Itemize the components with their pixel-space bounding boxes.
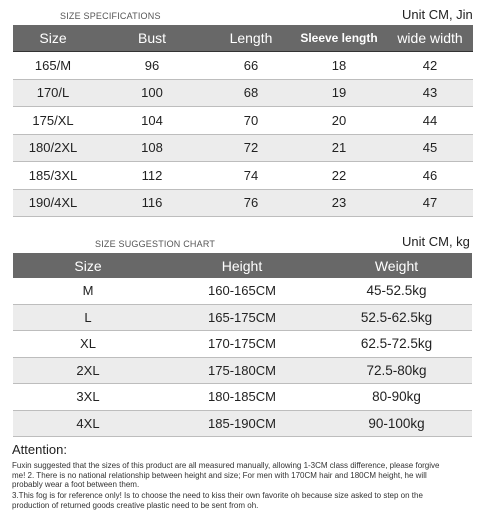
suggestion-caption: SIZE SUGGESTION CHART: [95, 239, 216, 249]
spec-cell: 96: [93, 52, 211, 80]
table-row: [13, 384, 472, 411]
spec-cell: 72: [211, 134, 291, 162]
table-row: [13, 107, 473, 135]
spec-cell: 74: [211, 162, 291, 190]
spec-cell: 22: [291, 162, 387, 190]
suggestion-cell: L: [13, 304, 163, 331]
spec-cell: 180/2XL: [13, 134, 93, 162]
attention-note-2: 3.This fog is for reference only! Is to choose the need to kiss their own favorite oh because size asked to step on the production of returned goods creative plastic need to be sent from oh.: [12, 491, 423, 510]
spec-cell: 44: [387, 107, 473, 135]
suggestion-cell: 62.5-72.5kg: [321, 331, 472, 358]
suggestion-cell: 80-90kg: [321, 384, 472, 411]
spec-cell: 18: [291, 52, 387, 80]
suggestion-cell: 185-190CM: [163, 410, 321, 437]
suggestion-cell: 72.5-80kg: [321, 357, 472, 384]
suggestion-cell: 160-165CM: [163, 278, 321, 304]
spec-header-width: wide width: [387, 25, 473, 52]
suggestion-header-size: Size: [13, 253, 163, 278]
table-row: [13, 278, 472, 304]
suggestion-unit: Unit CM, kg: [402, 234, 470, 249]
suggestion-cell: 165-175CM: [163, 304, 321, 331]
spec-caption: SIZE SPECIFICATIONS: [60, 11, 161, 21]
suggestion-cell: 4XL: [13, 410, 163, 437]
suggestion-header-row: [13, 253, 472, 278]
table-row: [13, 79, 473, 107]
spec-cell: 66: [211, 52, 291, 80]
spec-unit: Unit CM, Jin: [402, 7, 473, 22]
suggestion-cell: 52.5-62.5kg: [321, 304, 472, 331]
spec-header-bust: Bust: [93, 25, 211, 52]
suggestion-header-weight: Weight: [321, 253, 472, 278]
spec-cell: 170/L: [13, 79, 93, 107]
spec-cell: 190/4XL: [13, 189, 93, 217]
suggestion-cell: 2XL: [13, 357, 163, 384]
spec-cell: 175/XL: [13, 107, 93, 135]
suggestion-cell: 170-175CM: [163, 331, 321, 358]
spec-cell: 43: [387, 79, 473, 107]
spec-cell: 185/3XL: [13, 162, 93, 190]
suggestion-cell: 175-180CM: [163, 357, 321, 384]
spec-cell: 20: [291, 107, 387, 135]
suggestion-cell: M: [13, 278, 163, 304]
spec-cell: 19: [291, 79, 387, 107]
table-row: [13, 304, 472, 331]
size-suggestion-table: [13, 253, 472, 437]
spec-cell: 46: [387, 162, 473, 190]
spec-cell: 21: [291, 134, 387, 162]
suggestion-cell: 180-185CM: [163, 384, 321, 411]
table-row: [13, 357, 472, 384]
spec-cell: 104: [93, 107, 211, 135]
attention-title: Attention:: [12, 442, 67, 457]
size-spec-table: [13, 25, 473, 217]
spec-cell: 42: [387, 52, 473, 80]
suggestion-cell: 90-100kg: [321, 410, 472, 437]
spec-cell: 165/M: [13, 52, 93, 80]
spec-header-row: [13, 25, 473, 52]
suggestion-cell: 45-52.5kg: [321, 278, 472, 304]
table-row: [13, 134, 473, 162]
spec-header-length: Length: [211, 25, 291, 52]
spec-cell: 108: [93, 134, 211, 162]
suggestion-cell: 3XL: [13, 384, 163, 411]
spec-cell: 70: [211, 107, 291, 135]
table-row: [13, 410, 472, 437]
suggestion-cell: XL: [13, 331, 163, 358]
table-row: [13, 52, 473, 80]
table-row: [13, 331, 472, 358]
spec-cell: 68: [211, 79, 291, 107]
spec-cell: 45: [387, 134, 473, 162]
spec-header-size: Size: [13, 25, 93, 52]
spec-header-sleeve: Sleeve length: [291, 25, 387, 52]
spec-cell: 47: [387, 189, 473, 217]
suggestion-header-height: Height: [163, 253, 321, 278]
table-row: [13, 162, 473, 190]
attention-note-1: Fuxin suggested that the sizes of this product are all measured manually, allowing 1-3CM class difference, please forgive me! 2. There is no national relationship between height and size; For men with 170CM hair and 180CM height, he will probably wear a foot between them.: [12, 461, 440, 489]
table-row: [13, 189, 473, 217]
spec-cell: 116: [93, 189, 211, 217]
spec-cell: 23: [291, 189, 387, 217]
spec-cell: 76: [211, 189, 291, 217]
spec-cell: 100: [93, 79, 211, 107]
spec-cell: 112: [93, 162, 211, 190]
